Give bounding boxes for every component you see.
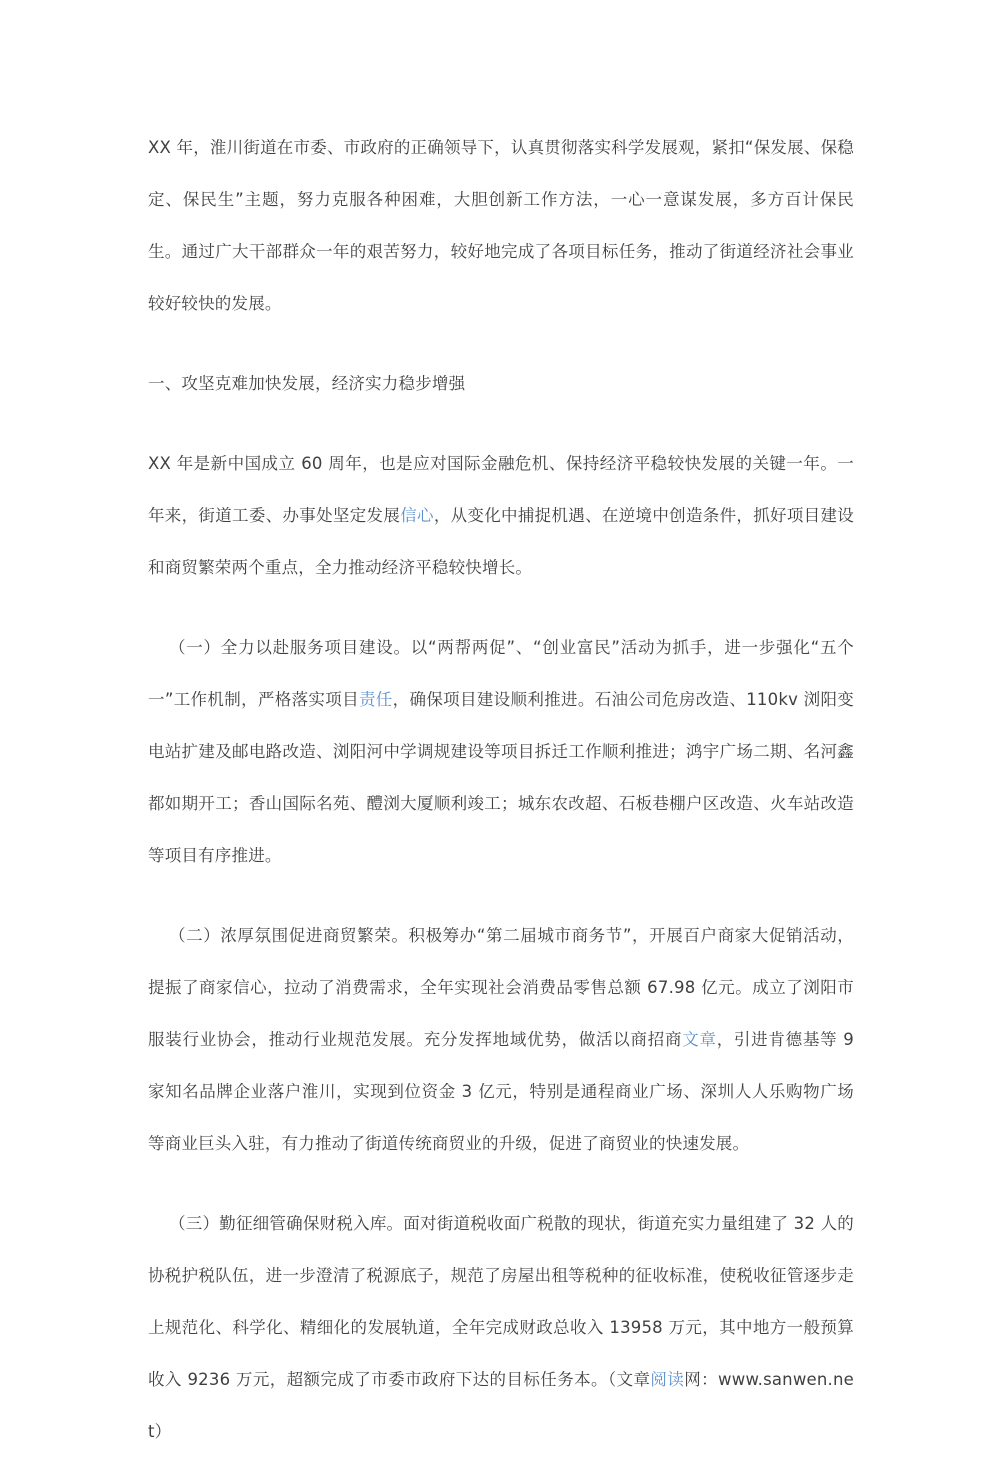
inline-link[interactable]: 文章 (682, 1030, 717, 1049)
paragraph-item-1 (148, 622, 854, 882)
paragraph-text: XX 年，淮川街道在市委、市政府的正确领导下，认真贯彻落实科学发展观，紧扣“保发展、保稳定、保民生”主题，努力克服各种困难，大胆创新工作方法，一心一意谋发展，多方百计保民生。通过广大干部群众一年的艰苦努力，较好地完成了各项目标任务，推动了街道经济社会事业较好较快的发展。 (148, 138, 854, 313)
paragraph-text: ，引进肯德基等 9 家知名品牌企业落户淮川，实现到位资金 3 亿元，特别是通程商业广场、深圳人人乐购物广场等商业巨头入驻，有力推动了街道传统商贸业的升级，促进了商贸业的快速发展。 (148, 1030, 854, 1153)
paragraph-item-3 (148, 1198, 854, 1458)
paragraph-text: ，确保项目建设顺利推进。石油公司危房改造、110kv 浏阳变电站扩建及邮电路改造、浏阳河中学调规建设等项目拆迁工作顺利推进；鸿宇广场二期、名河鑫都如期开工；香山国际名苑、醴浏大厦顺利竣工；城东农改超、石板巷棚户区改造、火车站改造等项目有序推进。 (148, 690, 855, 865)
paragraph-section-1-intro (148, 438, 854, 594)
paragraph-text: ，从变化中捕捉机遇、在逆境中创造条件，抓好项目建设和商贸繁荣两个重点，全力推动经济平稳较快增长。 (148, 506, 855, 577)
paragraph-section-heading-1 (148, 358, 854, 410)
paragraph-text: 一、攻坚克难加快发展，经济实力稳步增强 (148, 374, 466, 393)
paragraph-text: XX 年是新中国成立 60 周年，也是应对国际金融危机、保持经济平稳较快发展的关键一年。一年来，街道工委、办事处坚定发展 (148, 454, 854, 525)
paragraph-text: 网：www.sanwen.net） (148, 1370, 854, 1441)
inline-link[interactable]: 阅读 (650, 1370, 685, 1389)
inline-link[interactable]: 信心 (400, 506, 434, 525)
paragraph-text: （一）全力以赴服务项目建设。以“两帮两促”、“创业富民”活动为抓手，进一步强化“五个一”工作机制，严格落实项目 (148, 638, 854, 709)
inline-link[interactable]: 责任 (358, 690, 393, 709)
paragraph-text: （三）勤征细管确保财税入库。面对街道税收面广税散的现状，街道充实力量组建了 32 人的协税护税队伍，进一步澄清了税源底子，规范了房屋出租等税种的征收标准，使税收征管逐步走上规范化、科学化、精细化的发展轨道，全年完成财政总收入 13958 万元，其中地方一般预算收入 9236 万元，超额完成了市委市政府下达的目标任务本。（文章 (148, 1214, 854, 1389)
paragraph-item-2 (148, 910, 854, 1170)
paragraph-text: （二）浓厚氛围促进商贸繁荣。积极筹办“第二届城市商务节”，开展百户商家大促销活动，提振了商家信心，拉动了消费需求，全年实现社会消费品零售总额 67.98 亿元。成立了浏阳市服装行业协会，推动行业规范发展。充分发挥地域优势，做活以商招商 (148, 926, 854, 1049)
paragraph-intro (148, 122, 854, 330)
article-body (148, 122, 854, 1458)
